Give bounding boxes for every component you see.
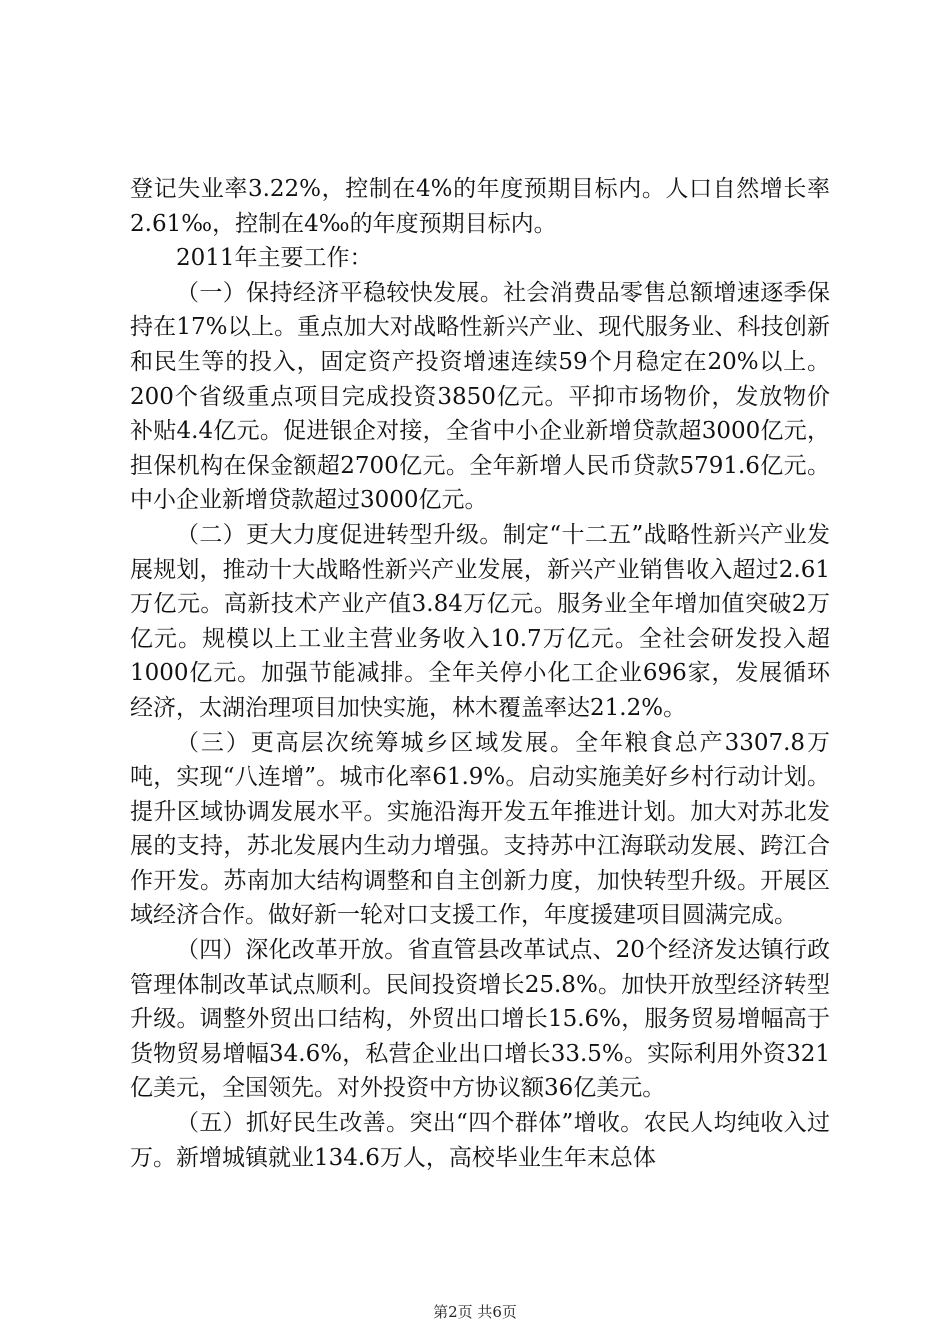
page-number-footer: 第2页 共6页	[433, 1303, 517, 1321]
document-body	[130, 172, 830, 1175]
paragraph-reform: （四）深化改革开放。省直管县改革试点、20个经济发达镇行政管理体制改革试点顺利。民间投资增长25.8%。加快开放型经济转型升级。调整外贸出口结构，外贸出口增长15.6%，服务贸易增幅高于货物贸易增幅34.6%，私营企业出口增长33.5%。实际利用外资321亿美元，全国领先。对外投资中方协议额36亿美元。	[130, 937, 830, 1102]
paragraph-livelihood: （五）抓好民生改善。突出“四个群体”增收。农民人均纯收入过万。新增城镇就业134.6万人，高校毕业生年末总体	[130, 1110, 830, 1171]
paragraph-unemployment: 登记失业率3.22%，控制在4%的年度预期目标内。人口自然增长率2.61‰，控制在4‰的年度预期目标内。	[130, 176, 830, 237]
paragraph-transformation: （二）更大力度促进转型升级。制定“十二五”战略性新兴产业发展规划，推动十大战略性新兴产业发展，新兴产业销售收入超过2.61万亿元。高新技术产业产值3.84万亿元。服务业全年增加值突破2万亿元。规模以上工业主营业务收入10.7万亿元。全社会研发投入超1000亿元。加强节能减排。全年关停小化工企业696家，发展循环经济，太湖治理项目加快实施，林木覆盖率达21.2%。	[130, 521, 830, 721]
paragraph-economy: （一）保持经济平稳较快发展。社会消费品零售总额增速逐季保持在17%以上。重点加大对战略性新兴产业、现代服务业、科技创新和民生等的投入，固定资产投资增速连续59个月稳定在20%以上。200个省级重点项目完成投资3850亿元。平抑市场物价，发放物价补贴4.4亿元。促进银企对接，全省中小企业新增贷款超3000亿元，担保机构在保金额超2700亿元。全年新增人民币贷款5791.6亿元。中小企业新增贷款超过3000亿元。	[130, 279, 830, 514]
heading-2011-work: 2011年主要工作：	[176, 245, 373, 272]
paragraph-urban-rural: （三）更高层次统筹城乡区域发展。全年粮食总产3307.8万吨，实现“八连增”。城市化率61.9%。启动实施美好乡村行动计划。提升区域协调发展水平。实施沿海开发五年推进计划。加大对苏北发展的支持，苏北发展内生动力增强。支持苏中江海联动发展、跨江合作开发。苏南加大结构调整和自主创新力度，加快转型升级。开展区域经济合作。做好新一轮对口支援工作，年度援建项目圆满完成。	[130, 729, 830, 929]
